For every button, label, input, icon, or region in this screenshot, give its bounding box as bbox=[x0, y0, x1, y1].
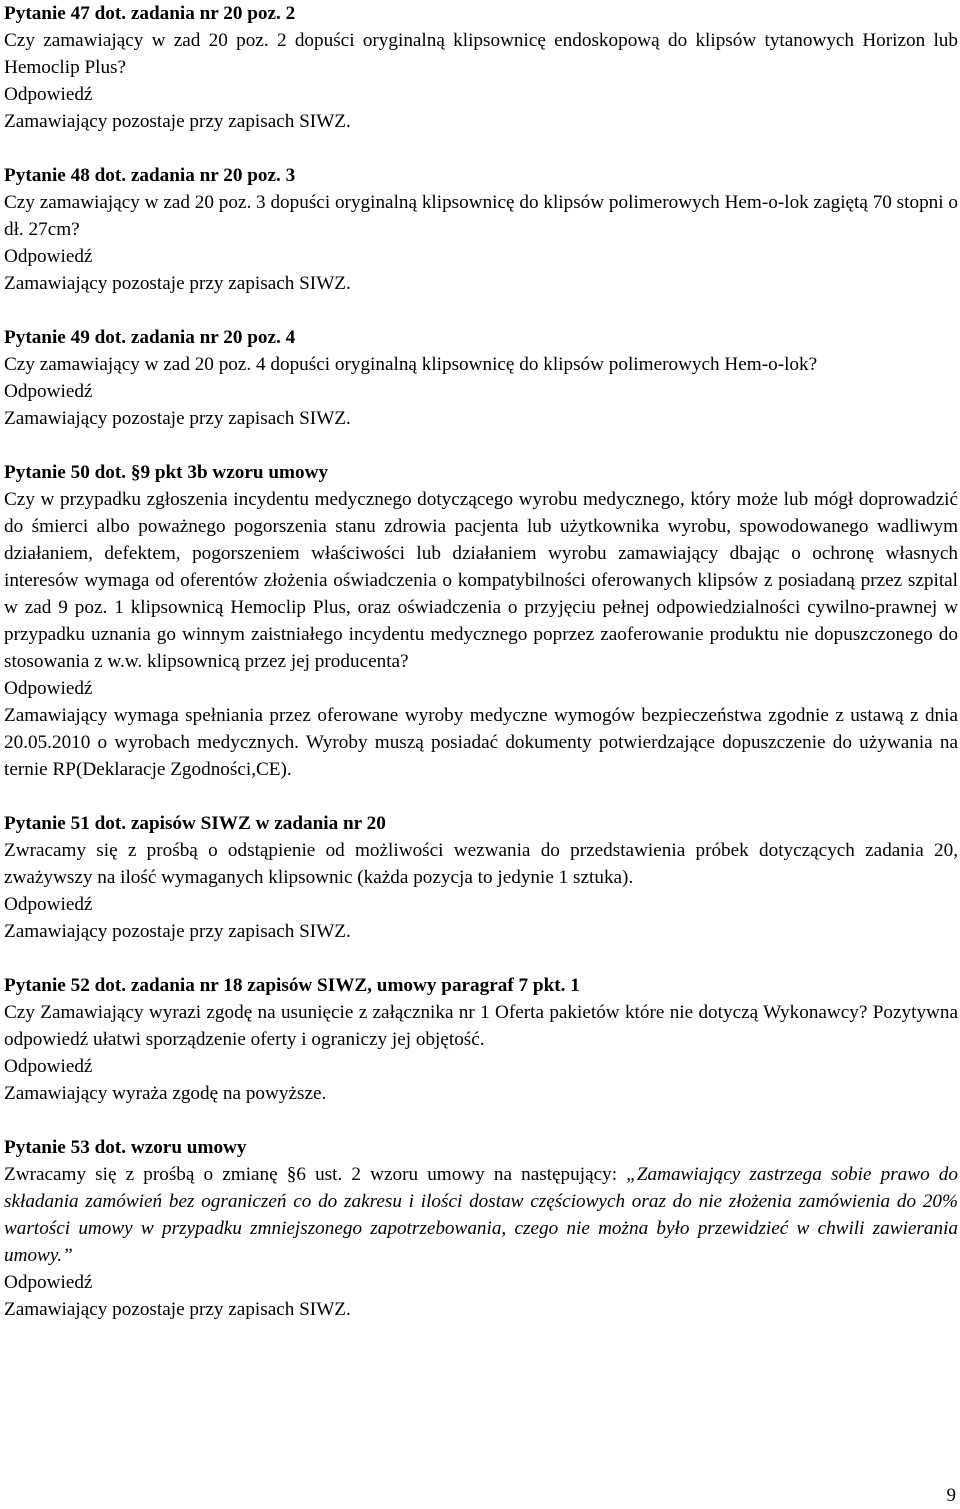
question-text: Czy zamawiający w zad 20 poz. 4 dopuści oryginalną klipsownicę do klipsów polimerowych Hem-o-lok? bbox=[4, 354, 818, 375]
answer-text: Zamawiający wymaga spełniania przez oferowane wyroby medyczne wymogów bezpieczeństwa zgodnie z ustawą z dnia 20.05.2010 o wyrobach medycznych. Wyroby muszą posiadać dokumenty potwierdzające dopuszczenie do używania na ternie RP(Deklaracje Zgodności,CE). bbox=[4, 705, 958, 780]
page-number: 9 bbox=[946, 1485, 956, 1506]
answer-label: Odpowiedź bbox=[4, 1272, 93, 1293]
answer-label: Odpowiedź bbox=[4, 1056, 93, 1077]
question-title: Pytanie 51 dot. zapisów SIWZ w zadania nr 20 bbox=[4, 813, 386, 834]
question-text bbox=[4, 1161, 958, 1269]
answer-label: Odpowiedź bbox=[4, 678, 93, 699]
question-text-prefix: Zwracamy się z prośbą o zmianę §6 ust. 2 wzoru umowy na następujący: bbox=[4, 1164, 627, 1185]
question-text-quoted: „Zamawiający zastrzega sobie prawo do składania zamówień bez ograniczeń co do zakresu i ilości dostaw częściowych oraz do nie złożenia zamówienia do 20% wartości umowy w przypadku zmniejszonego zapotrzebowania, czego nie można było przewidzieć w chwili zawierania umowy.” bbox=[4, 1164, 958, 1266]
question-53-block bbox=[4, 1134, 958, 1323]
question-title: Pytanie 49 dot. zadania nr 20 poz. 4 bbox=[4, 327, 296, 348]
answer-text: Zamawiający pozostaje przy zapisach SIWZ. bbox=[4, 1299, 351, 1320]
question-title: Pytanie 52 dot. zadania nr 18 zapisów SIWZ, umowy paragraf 7 pkt. 1 bbox=[4, 975, 580, 996]
document-page bbox=[4, 0, 958, 1350]
answer-text: Zamawiający pozostaje przy zapisach SIWZ. bbox=[4, 921, 351, 942]
question-51-block bbox=[4, 810, 958, 945]
question-48-block bbox=[4, 162, 958, 297]
question-title: Pytanie 48 dot. zadania nr 20 poz. 3 bbox=[4, 165, 296, 186]
answer-text: Zamawiający pozostaje przy zapisach SIWZ. bbox=[4, 273, 351, 294]
question-text: Czy Zamawiający wyrazi zgodę na usunięcie z załącznika nr 1 Oferta pakietów które nie dotyczą Wykonawcy? Pozytywna odpowiedź ułatwi sporządzenie oferty i ograniczy jej objętość. bbox=[4, 1002, 958, 1050]
answer-text: Zamawiający wyraża zgodę na powyższe. bbox=[4, 1083, 327, 1104]
question-title: Pytanie 53 dot. wzoru umowy bbox=[4, 1137, 247, 1158]
question-text: Czy zamawiający w zad 20 poz. 2 dopuści oryginalną klipsownicę endoskopową do klipsów tytanowych Horizon lub Hemoclip Plus? bbox=[4, 30, 958, 78]
answer-label: Odpowiedź bbox=[4, 381, 93, 402]
question-text: Czy zamawiający w zad 20 poz. 3 dopuści oryginalną klipsownicę do klipsów polimerowych Hem-o-lok zagiętą 70 stopni o dł. 27cm? bbox=[4, 192, 958, 240]
answer-label: Odpowiedź bbox=[4, 894, 93, 915]
question-title: Pytanie 47 dot. zadania nr 20 poz. 2 bbox=[4, 3, 296, 24]
question-text: Zwracamy się z prośbą o odstąpienie od możliwości wezwania do przedstawienia próbek dotyczących zadania 20, zważywszy na ilość wymaganych klipsownic (każda pozycja to jedynie 1 sztuka). bbox=[4, 840, 958, 888]
question-49-block bbox=[4, 324, 958, 432]
question-50-block bbox=[4, 459, 958, 783]
answer-text: Zamawiający pozostaje przy zapisach SIWZ. bbox=[4, 408, 351, 429]
question-title: Pytanie 50 dot. §9 pkt 3b wzoru umowy bbox=[4, 462, 329, 483]
question-52-block bbox=[4, 972, 958, 1107]
question-text: Czy w przypadku zgłoszenia incydentu medycznego dotyczącego wyrobu medycznego, który może lub mógł doprowadzić do śmierci albo poważnego pogorszenia stanu zdrowia pacjenta lub użytkownika wyrobu, spowodowanego wadliwym działaniem, defektem, pogorszeniem właściwości lub działaniem wyrobu zamawiający dbając o ochronę własnych interesów wymaga od oferentów złożenia oświadczenia o kompatybilności oferowanych klipsów z posiadaną przez szpital w zad 9 poz. 1 klipsownicą Hemoclip Plus, oraz oświadczenia o przyjęciu pełnej odpowiedzialności cywilno-prawnej w przypadku uznania go winnym zaistniałego incydentu medycznego poprzez zaoferowanie produktu nie dopuszczonego do stosowania z w.w. klipsownicą przez jej producenta? bbox=[4, 489, 958, 672]
answer-label: Odpowiedź bbox=[4, 246, 93, 267]
answer-label: Odpowiedź bbox=[4, 84, 93, 105]
answer-text: Zamawiający pozostaje przy zapisach SIWZ. bbox=[4, 111, 351, 132]
question-47-block bbox=[4, 0, 958, 135]
